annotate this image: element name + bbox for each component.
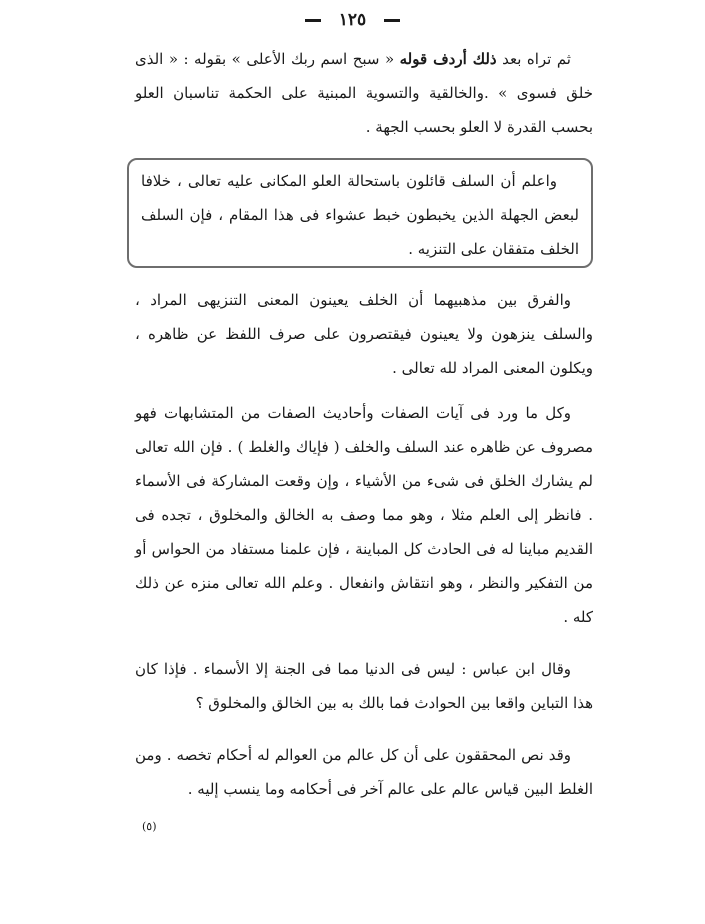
paragraph-1-block <box>135 42 593 144</box>
paragraph-2-block <box>135 283 593 385</box>
paragraph-5: وقد نص المحققون على أن كل عالم من العوالم له أحكام تخصه . ومن الغلط البين قياس عالم على عالم آخر فى أحكامه وما ينسب إليه . <box>135 746 593 798</box>
page-number: ١٢٥ <box>338 10 367 30</box>
page-number-header <box>0 10 705 30</box>
paragraph-4-block <box>135 652 593 720</box>
paragraph-1 <box>135 42 593 144</box>
paragraph-2: والفرق بين مذهبيهما أن الخلف يعينون المعنى التنزيهى المراد ، والسلف ينزهون ولا يعينون فيقتصرون على صرف اللفظ عن ظاهره ، ويكلون المعنى المراد لله تعالى . <box>135 291 593 377</box>
paragraph-4: وقال ابن عباس : ليس فى الدنيا مما فى الجنة إلا الأسماء . فإذا كان هذا التباين واقعا بين الحوادث فما بالك به بين الخالق والمخلوق ؟ <box>135 660 593 712</box>
paragraph-5-block <box>135 738 593 806</box>
paragraph-1-bold-phrase: ذلك أردف قوله <box>399 50 497 68</box>
paragraph-1-prefix: ثم تراه بعد <box>496 50 571 68</box>
boxed-paragraph-text: واعلم أن السلف قائلون باستحالة العلو المكانى عليه تعالى ، خلافا لبعض الجهلة الذين يخبطون خبط عشواء فى هذا المقام ، فإن السلف الخلف متفقان على التنزيه . <box>141 172 579 258</box>
paragraph-3: وكل ما ورد فى آيات الصفات وأحاديث الصفات من المتشابهات فهو مصروف عن ظاهره عند السلف والخلف ( فإياك والغلط ) . فإن الله تعالى لم يشارك الخلق فى شىء من الأشياء ، وإن وقعت المشاركة فى الأسماء . فانظر إلى العلم مثلا ، وهو مما وصف به الخالق والمخلوق ، تجده فى القديم مباينا له فى الحادث كل المباينة ، فإن علمنا مستفاد من الحواس أو من التفكير والنظر ، وهو انتقاش وانفعال . وعلم الله تعالى منزه عن ذلك كله . <box>135 404 593 626</box>
paragraph-1-suffix: « سبح اسم ربك الأعلى » بقوله : « الذى خلق فسوى » .والخالقية والتسوية المبنية على الحكمة تناسبان العلو بحسب القدرة لا العلو بحسب الجهة . <box>135 50 593 136</box>
left-dash-ornament <box>305 19 321 22</box>
paragraph-3-block <box>135 396 593 634</box>
footnote-marker: (٥) <box>142 820 157 833</box>
boxed-paragraph <box>127 158 593 268</box>
right-dash-ornament <box>384 19 400 22</box>
